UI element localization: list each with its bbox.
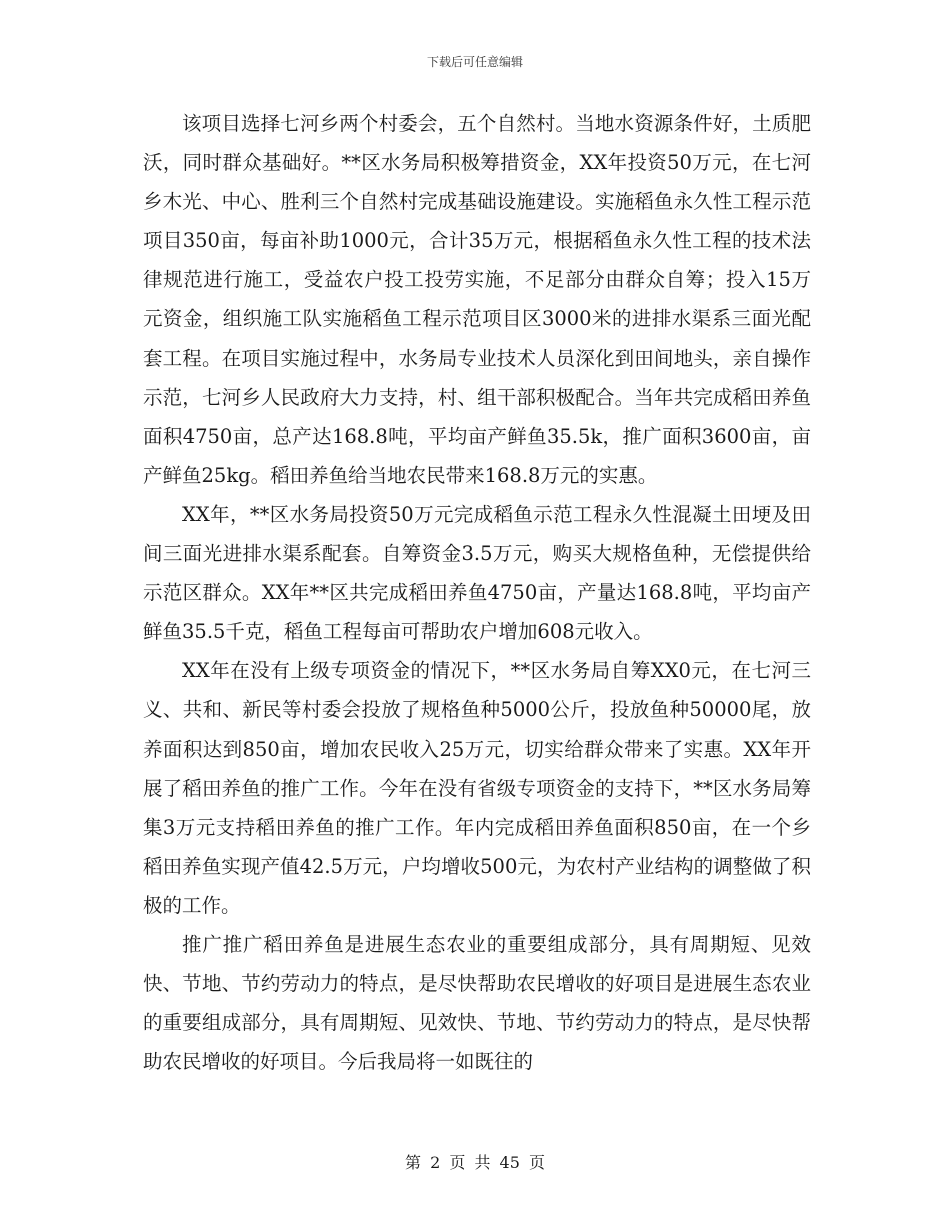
body-text (143, 104, 811, 1081)
paragraph-2: XX年，**区水务局投资50万元完成稻鱼示范工程永久性混凝土田埂及田间三面光进排水渠系配套。自筹资金3.5万元，购买大规格鱼种，无偿提供给示范区群众。XX年**区共完成稻田养鱼4750亩，产量达168.8吨，平均亩产鲜鱼35.5千克，稻鱼工程每亩可帮助农户增加608元收入。 (143, 502, 811, 644)
page-header: 下载后可任意编辑 (426, 55, 523, 69)
paragraph-4: 推广推广稻田养鱼是进展生态农业的重要组成部分，具有周期短、见效快、节地、节约劳动力的特点，是尽快帮助农民增收的好项目是进展生态农业的重要组成部分，具有周期短、见效快、节地、节约劳动力的特点，是尽快帮助农民增收的好项目。今后我局将一如既往的 (143, 932, 811, 1074)
page-number-footer: 第 2 页 共 45 页 (405, 1153, 545, 1172)
paragraph-3: XX年在没有上级专项资金的情况下，**区水务局自筹XX0元，在七河三义、共和、新民等村委会投放了规格鱼种5000公斤，投放鱼种50000尾，放养面积达到850亩，增加农民收入25万元，切实给群众带来了实惠。XX年开展了稻田养鱼的推广工作。今年在没有省级专项资金的支持下，**区水务局筹集3万元支持稻田养鱼的推广工作。年内完成稻田养鱼面积850亩，在一个乡稻田养鱼实现产值42.5万元，户均增收500元，为农村产业结构的调整做了积极的工作。 (143, 659, 811, 917)
paragraph-1: 该项目选择七河乡两个村委会，五个自然村。当地水资源条件好，土质肥沃，同时群众基础好。**区水务局积极筹措资金，XX年投资50万元，在七河乡木光、中心、胜利三个自然村完成基础设施建设。实施稻鱼永久性工程示范项目350亩，每亩补助1000元，合计35万元，根据稻鱼永久性工程的技术法律规范进行施工，受益农户投工投劳实施，不足部分由群众自筹；投入15万元资金，组织施工队实施稻鱼工程示范项目区3000米的进排水渠系三面光配套工程。在项目实施过程中，水务局专业技术人员深化到田间地头，亲自操作示范，七河乡人民政府大力支持，村、组干部积极配合。当年共完成稻田养鱼面积4750亩，总产达168.8吨，平均亩产鲜鱼35.5k，推广面积3600亩，亩产鲜鱼25kg。稻田养鱼给当地农民带来168.8万元的实惠。 (143, 112, 811, 487)
